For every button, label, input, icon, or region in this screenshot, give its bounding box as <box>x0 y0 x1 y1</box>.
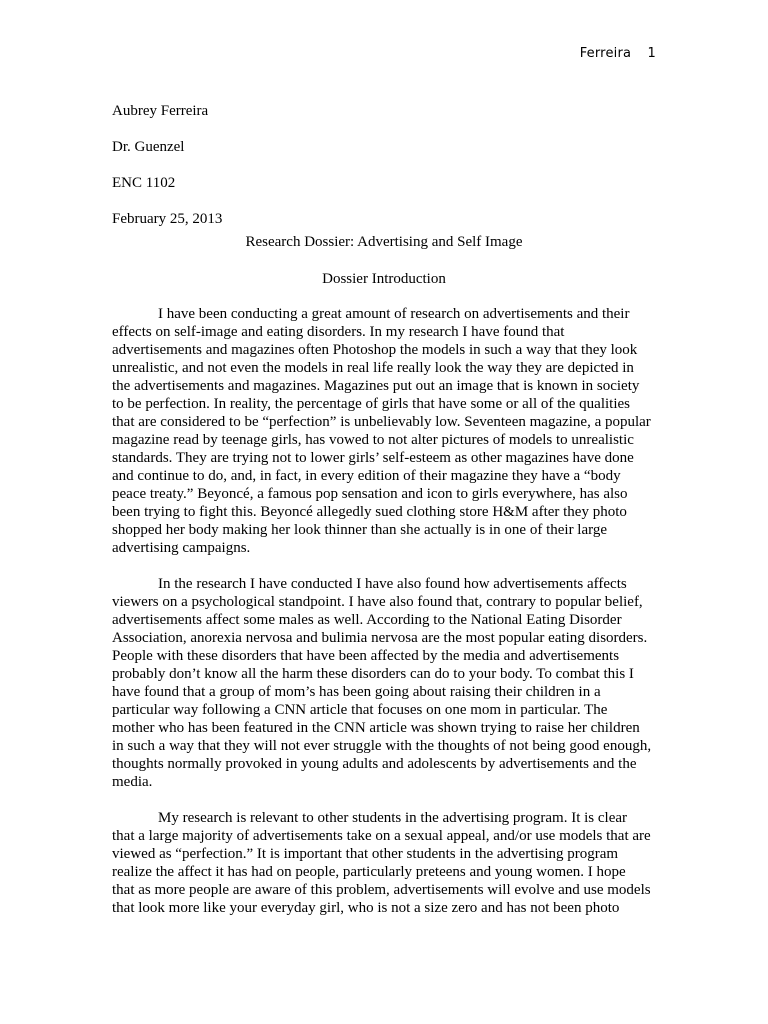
paragraph-line: viewers on a psychological standpoint. I have also found that, contrary to popular belief, <box>112 594 643 610</box>
paragraph-line: been trying to fight this. Beyoncé allegedly sued clothing store H&M after they photo <box>112 504 627 520</box>
paragraph-line: mother who has been featured in the CNN article was shown trying to raise her children <box>112 720 640 736</box>
course-code: ENC 1102 <box>112 175 176 191</box>
paragraph-line: effects on self-image and eating disorders. In my research I have found that <box>112 324 565 340</box>
paragraph-line: shopped her body making her look thinner than she actually is in one of their large <box>112 522 608 538</box>
paragraph-line: advertising campaigns. <box>112 540 251 556</box>
paragraph-line: that look more like your everyday girl, who is not a size zero and has not been photo <box>112 900 620 916</box>
instructor-name: Dr. Guenzel <box>112 139 185 155</box>
paragraph-line: that are considered to be “perfection” is unbelievably low. Seventeen magazine, a popular <box>112 414 651 430</box>
paragraph-line: In the research I have conducted I have also found how advertisements affects <box>158 576 627 592</box>
paragraph-line: magazine read by teenage girls, has vowed to not alter pictures of models to unrealistic <box>112 432 634 448</box>
paragraph-line: advertisements and magazines often Photoshop the models in such a way that they look <box>112 342 638 358</box>
paragraph-line: to be perfection. In reality, the percentage of girls that have some or all of the qualities <box>112 396 630 412</box>
paragraph-gap <box>112 557 656 575</box>
document-title: Research Dossier: Advertising and Self Image <box>245 234 523 250</box>
document-date: February 25, 2013 <box>112 211 223 227</box>
paragraph-line: that as more people are aware of this problem, advertisements will evolve and use models <box>112 882 651 898</box>
paragraph <box>112 575 656 791</box>
paragraph-line: that a large majority of advertisements take on a sexual appeal, and/or use models that are <box>112 828 651 844</box>
paragraph-line: the advertisements and magazines. Magazines put out an image that is known in society <box>112 378 640 394</box>
paragraph-line: media. <box>112 774 153 790</box>
paragraph-line: and continue to do, and, in fact, in every edition of their magazine they have a “body <box>112 468 621 484</box>
paragraph-line: advertisements affect some males as well. According to the National Eating Disorder <box>112 612 622 628</box>
paragraph-line: I have been conducting a great amount of research on advertisements and their <box>158 306 630 322</box>
paragraph-line: My research is relevant to other students in the advertising program. It is clear <box>158 810 628 826</box>
paragraph-line: standards. They are trying not to lower girls’ self-esteem as other magazines have done <box>112 450 634 466</box>
paragraph-line: peace treaty.” Beyoncé, a famous pop sensation and icon to girls everywhere, has also <box>112 486 628 502</box>
paragraph-gap <box>112 791 656 809</box>
paragraph-line: particular way following a CNN article that focuses on one mom in particular. The <box>112 702 608 718</box>
author-name: Aubrey Ferreira <box>112 103 209 119</box>
paragraph-line: probably don’t know all the harm these disorders can do to your body. To combat this I <box>112 666 634 682</box>
paragraph-line: thoughts normally provoked in young adults and adolescents by advertisements and the <box>112 756 637 772</box>
paragraph-line: unrealistic, and not even the models in real life really look the way they are depicted in <box>112 360 634 376</box>
paragraph-line: have found that a group of mom’s has been going about raising their children in a <box>112 684 601 700</box>
paragraph <box>112 305 656 557</box>
running-header <box>580 46 656 61</box>
page-number: 1 <box>647 46 656 61</box>
paragraph-line: realize the affect it has had on people, particularly preteens and young women. I hope <box>112 864 626 880</box>
paragraph <box>112 809 656 917</box>
paragraph-line: People with these disorders that have been affected by the media and advertisements <box>112 648 620 664</box>
paragraph-line: in such a way that they will not ever struggle with the thoughts of not being good enough, <box>112 738 652 754</box>
body-text <box>112 305 656 917</box>
header-surname: Ferreira <box>579 46 632 61</box>
paragraph-line: Association, anorexia nervosa and bulimia nervosa are the most popular eating disorders. <box>112 630 648 646</box>
mla-heading <box>112 93 222 237</box>
paragraph-line: viewed as “perfection.” It is important that other students in the advertising program <box>112 846 619 862</box>
section-title: Dossier Introduction <box>322 271 446 287</box>
